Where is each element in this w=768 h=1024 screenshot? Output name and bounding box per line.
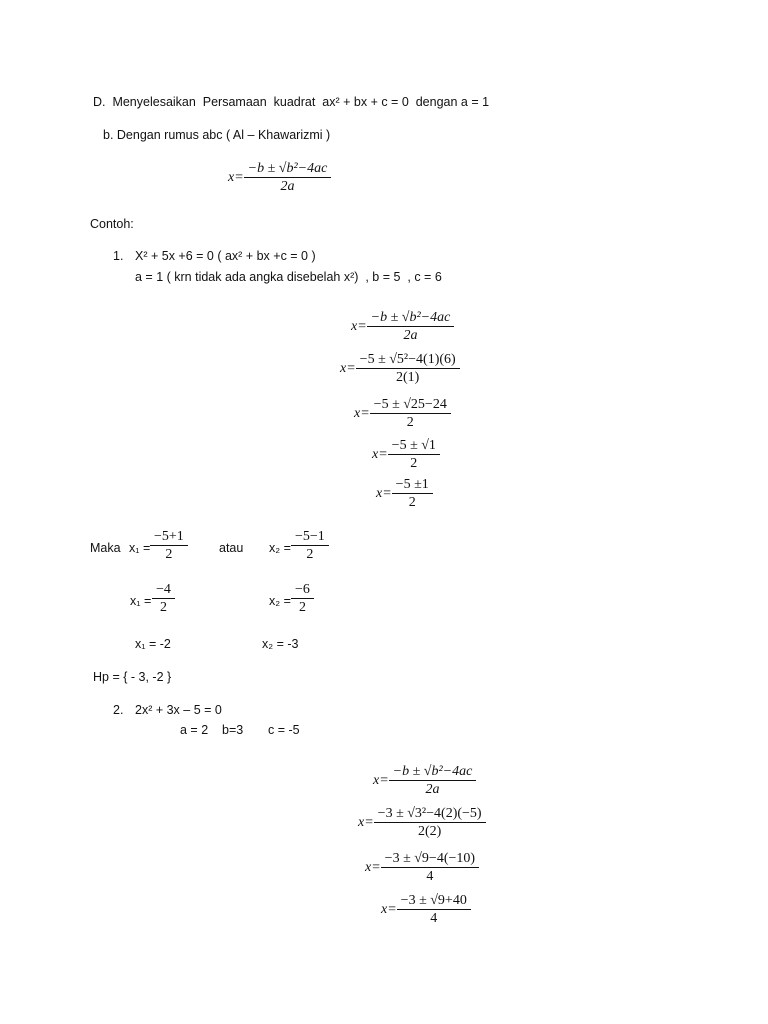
ex2-step-2-den: 2(2) [374, 822, 486, 840]
x2-label-2: x₂ = [269, 594, 291, 608]
ex1-step-3: x= $\frac{-5 \pm √25-24}{2}$ [354, 396, 449, 431]
ex2-c: c = -5 [268, 723, 300, 737]
ex1-step-5: x= $\frac{-5 \pm 1}{2}$ [376, 476, 431, 511]
hp-result: Hp = { - 3, -2 } [93, 670, 172, 684]
maka-label: Maka [90, 541, 121, 555]
x2-label: x₂ = [269, 541, 291, 555]
x1-frac2-num: −4 [156, 582, 171, 597]
ex2-step-4-num: −3 ± √9+40 [400, 893, 467, 908]
ex2-step-1: x= $\frac{\text{−b ± √b²−4ac}}{2a}$ [373, 763, 474, 798]
x1-fraction-2 [154, 581, 173, 616]
section-heading: D. Menyelesaikan Persamaan kuadrat ax² + bx + c = 0 dengan a = 1 [93, 95, 490, 109]
ex2-step-3-num: −3 ± √9−4(−10) [384, 851, 476, 866]
ex1-number: 1. [113, 249, 124, 263]
ex2-step-2-num: −3 ± √3²−4(2)(−5) [377, 806, 482, 821]
ex1-step-3-den: 2 [370, 413, 451, 431]
x2-fraction-2 [293, 581, 312, 616]
abc-formula [228, 160, 329, 195]
x1-result: x₁ = -2 [135, 637, 171, 651]
x1-frac2-den: 2 [152, 598, 175, 616]
ex2-step-2: x= $\frac{\text{−3 ± √3²−4(2)(−5)}}{2(2)}$ [358, 805, 484, 840]
ex2-step-3-den: 4 [381, 867, 479, 885]
x2-frac2-den: 2 [291, 598, 314, 616]
ex2-b: b=3 [222, 723, 244, 737]
x2-frac-num: −5−1 [295, 529, 325, 544]
ex1-step-1-den: 2a [367, 326, 455, 344]
x1-frac-den: 2 [150, 545, 188, 563]
ex2-step-4: x= $\frac{-3 \pm √9+40}{4}$ [381, 892, 469, 927]
ex1-step-4-num: −5 ± √1 [391, 438, 436, 453]
ex2-step-1-num: −b ± √b²−4ac [392, 764, 473, 779]
ex1-step-3-num: −5 ± √25−24 [373, 397, 447, 412]
formula-numerator: −b ± √b²−4ac [247, 161, 328, 176]
contoh-label: Contoh: [90, 217, 134, 231]
x1-fraction [152, 528, 186, 563]
ex2-step-4-den: 4 [397, 909, 471, 927]
ex1-step-2-num: −5 ± √5²−4(1)(6) [359, 352, 456, 367]
ex1-values: a = 1 ( krn tidak ada angka disebelah x²) , b = 5 , c = 6 [135, 270, 442, 284]
x1-frac-num: −5+1 [154, 529, 184, 544]
ex2-equation: 2x² + 3x – 5 = 0 [135, 703, 222, 717]
ex1-step-5-num: −5 ±1 [395, 477, 429, 492]
subheading: b. Dengan rumus abc ( Al – Khawarizmi ) [103, 128, 331, 142]
atau-label: atau [219, 541, 244, 555]
ex1-step-1: x= $\frac{\text{−b ± √b²−4ac}}{2a}$ [351, 309, 452, 344]
ex2-number: 2. [113, 703, 124, 717]
ex1-step-4-den: 2 [388, 454, 440, 472]
ex1-step-2-den: 2(1) [356, 368, 460, 386]
x1-label: x₁ = [129, 541, 151, 555]
ex1-step-4: x= $\frac{-5 \pm √1}{2}$ [372, 437, 438, 472]
ex1-step-2: x= $\frac{\text{−5 ± √5²−4(1)(6)}}{2(1)}$ [340, 351, 458, 386]
x2-result: x₂ = -3 [262, 637, 299, 651]
ex2-a: a = 2 [180, 723, 209, 737]
x1-label-2: x₁ = [130, 594, 152, 608]
ex2-step-3: x= $\frac{-3 \pm √9-4(-10)}{4}$ [365, 850, 477, 885]
ex1-step-1-num: −b ± √b²−4ac [370, 310, 451, 325]
formula-lhs: x= [228, 169, 244, 185]
ex2-step-1-den: 2a [389, 780, 477, 798]
x2-fraction [293, 528, 327, 563]
formula-denominator: 2a [244, 177, 332, 195]
x2-frac-den: 2 [291, 545, 329, 563]
ex1-equation: X² + 5x +6 = 0 ( ax² + bx +c = 0 ) [135, 249, 316, 263]
ex1-step-5-den: 2 [392, 493, 433, 511]
x2-frac2-num: −6 [295, 582, 310, 597]
